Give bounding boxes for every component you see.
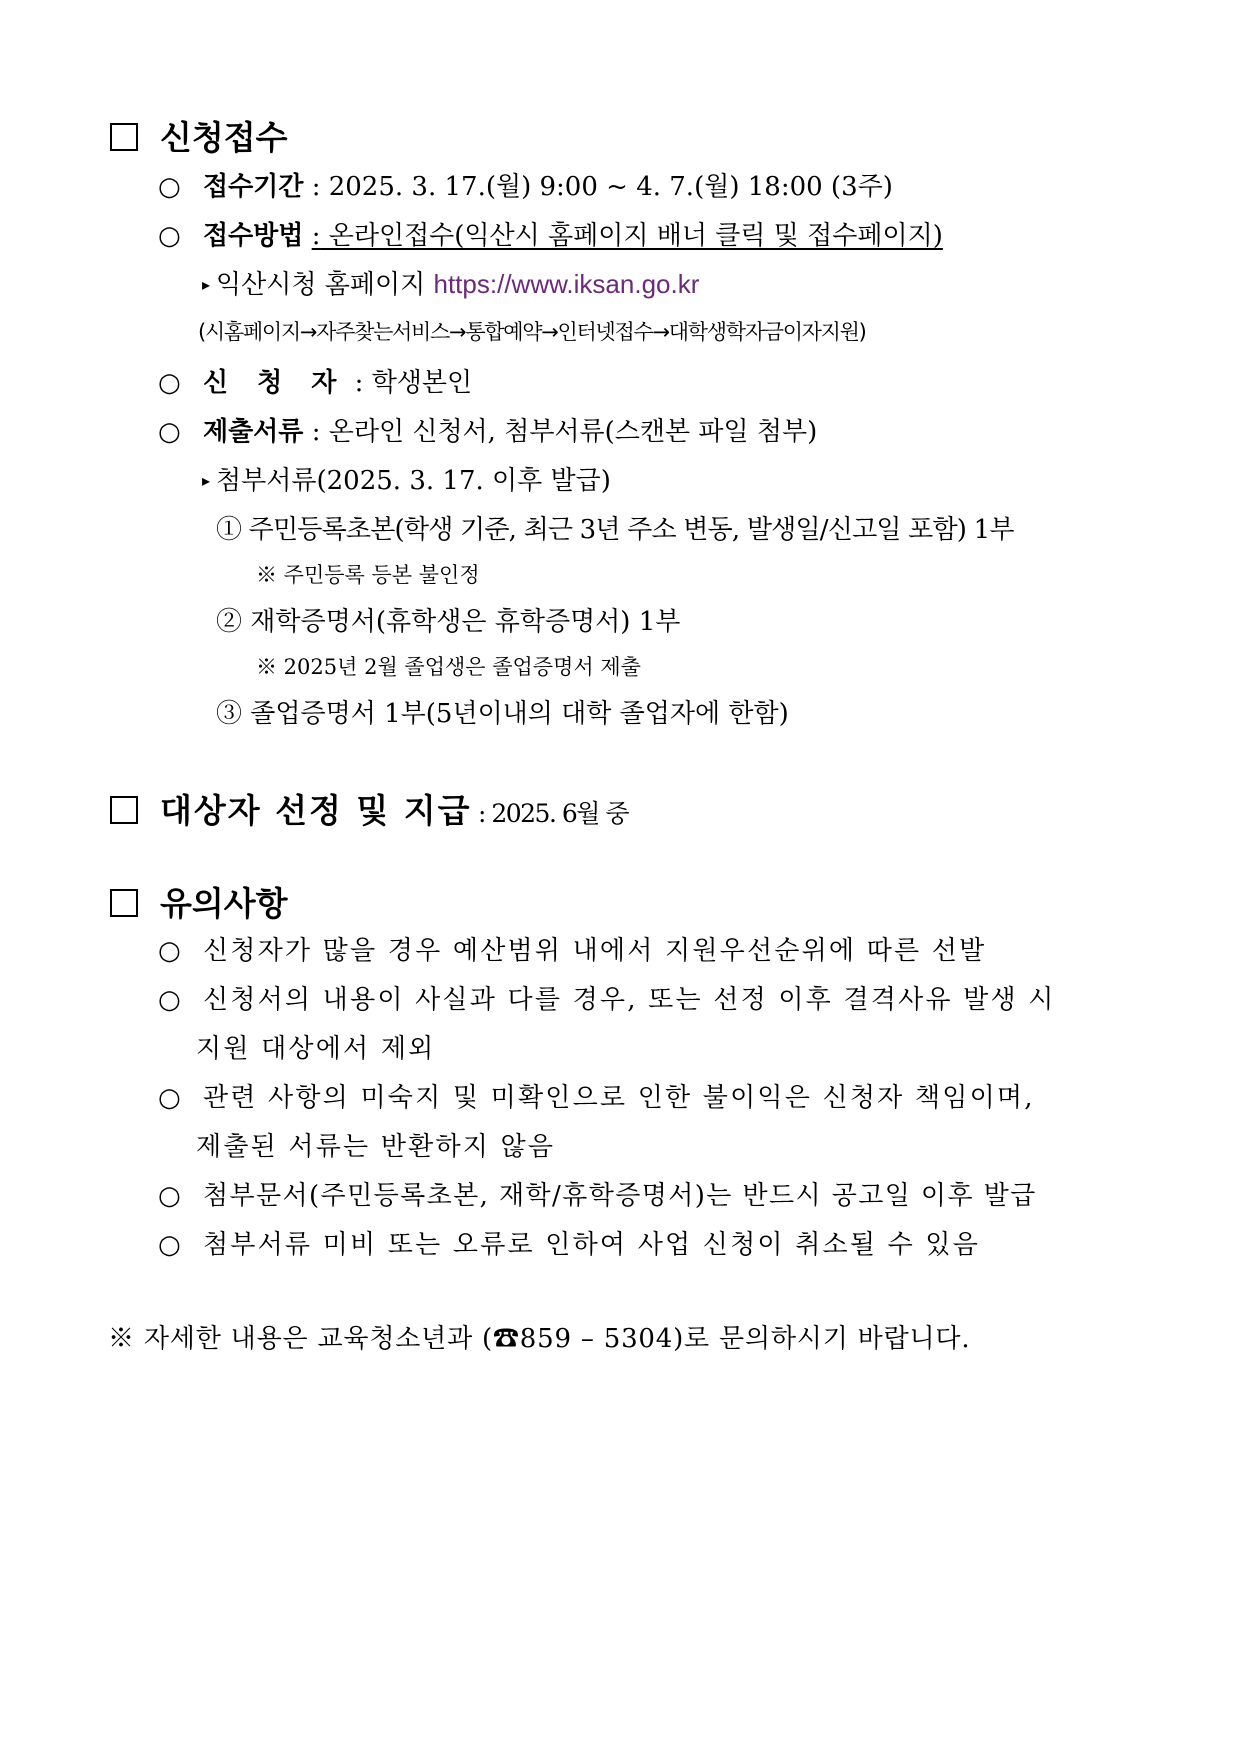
checkbox-square-icon bbox=[110, 889, 138, 917]
apply-period-value: : 2025. 3. 17.(월) 9:00 ~ 4. 7.(월) 18:00 (3주) bbox=[311, 172, 893, 202]
document-item-2: ② 재학증명서(휴학생은 휴학증명서) 1부 bbox=[216, 607, 681, 637]
notes-item-3-continued: 제출된 서류는 반환하지 않음 bbox=[196, 1132, 556, 1162]
applicant-value: : 학생본인 bbox=[354, 368, 473, 398]
contact-note: ※ 자세한 내용은 교육청소년과 (☎859 – 5304)로 문의하시기 바랍니다. bbox=[108, 1324, 971, 1354]
apply-period-label: 접수기간 bbox=[202, 172, 304, 202]
selection-date: : 2025. 6월 중 bbox=[471, 799, 628, 828]
document-item-3: ③ 졸업증명서 1부(5년이내의 대학 졸업자에 한함) bbox=[216, 699, 789, 729]
bullet-icon: ○ bbox=[158, 985, 181, 1015]
apply-method-colon: : bbox=[311, 221, 321, 251]
checkbox-square-icon bbox=[110, 123, 138, 151]
apply-period-row bbox=[158, 166, 893, 203]
bullet-icon: ○ bbox=[158, 1181, 181, 1211]
bullet-icon: ○ bbox=[158, 172, 181, 202]
section-heading-notes: 유의사항 bbox=[110, 878, 288, 925]
bullet-icon: ○ bbox=[158, 417, 181, 447]
notes-item-5: ○ 첨부서류 미비 또는 오류로 인하여 사업 신청이 취소될 수 있음 bbox=[158, 1230, 981, 1260]
apply-method-value: 온라인접수(익산시 홈페이지 배너 클릭 및 접수페이지) bbox=[320, 221, 943, 251]
bullet-icon: ○ bbox=[158, 1083, 181, 1113]
bullet-icon: ○ bbox=[158, 1230, 181, 1260]
notes-item-2: ○ 신청서의 내용이 사실과 다를 경우, 또는 선정 이후 결격사유 발생 시 bbox=[158, 985, 1056, 1015]
apply-method-row bbox=[158, 215, 943, 252]
bullet-icon: ○ bbox=[158, 221, 181, 251]
triangle-bullet-icon: ▸ bbox=[202, 275, 211, 294]
bullet-icon: ○ bbox=[158, 936, 181, 966]
notes-item-2-continued: 지원 대상에서 제외 bbox=[196, 1034, 436, 1064]
notes-item-4: ○ 첨부문서(주민등록초본, 재학/휴학증명서)는 반드시 공고일 이후 발급 bbox=[158, 1181, 1037, 1211]
checkbox-square-icon bbox=[110, 796, 138, 824]
document-item-1: ① 주민등록초본(학생 기준, 최근 3년 주소 변동, 발생일/신고일 포함) 1부 bbox=[216, 515, 1014, 545]
section-heading-apply: 신청접수 bbox=[110, 112, 288, 159]
documents-row bbox=[158, 411, 817, 448]
triangle-bullet-icon: ▸ bbox=[202, 471, 211, 490]
documents-label: 제출서류 bbox=[202, 417, 304, 447]
website-label: 익산시청 홈페이지 bbox=[216, 270, 426, 300]
document-note-1: ※ 주민등록 등본 불인정 bbox=[256, 563, 480, 587]
notes-item-1: ○ 신청자가 많을 경우 예산범위 내에서 지원우선순위에 따른 선발 bbox=[158, 936, 987, 966]
applicant-label: 신 청 자 bbox=[202, 368, 347, 398]
website-path: (시홈페이지→자주찾는서비스→통합예약→인터넷접수→대학생학자금이자지원) bbox=[198, 320, 866, 344]
documents-value: : 온라인 신청서, 첨부서류(스캔본 파일 첨부) bbox=[311, 417, 818, 447]
website-row bbox=[202, 264, 699, 301]
bullet-icon: ○ bbox=[158, 368, 181, 398]
applicant-row bbox=[158, 362, 472, 399]
website-link[interactable]: https://www.iksan.go.kr bbox=[433, 269, 700, 299]
notes-item-3: ○ 관련 사항의 미숙지 및 미확인으로 인한 불이익은 신청자 책임이며, bbox=[158, 1083, 1035, 1113]
attachments-header: ▸ 첨부서류(2025. 3. 17. 이후 발급) bbox=[202, 466, 611, 496]
section-heading-selection: 대상자 선정 및 지급 : 2025. 6월 중 bbox=[110, 785, 628, 832]
apply-method-label: 접수방법 bbox=[202, 221, 304, 251]
document-note-2: ※ 2025년 2월 졸업생은 졸업증명서 제출 bbox=[256, 655, 641, 679]
